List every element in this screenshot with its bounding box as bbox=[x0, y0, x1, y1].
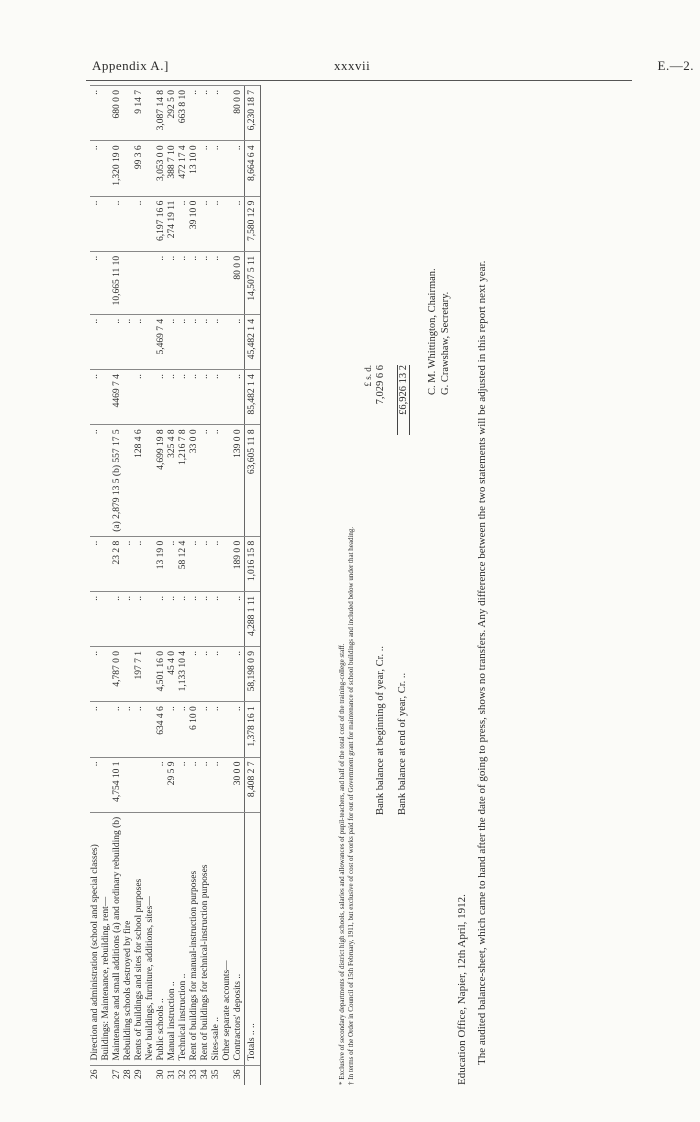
document-code: E.—2. bbox=[657, 58, 694, 73]
table-row bbox=[178, 86, 189, 1086]
row-description: Buildings: Maintenance, rebuilding, rent— bbox=[101, 812, 112, 1065]
amount-cell: .. bbox=[200, 646, 211, 701]
row-description: Contractors' deposits .. bbox=[233, 812, 245, 1065]
amount-cell: 10,665 11 10 bbox=[112, 251, 123, 314]
amount-cell: .. bbox=[211, 196, 222, 251]
amount-cell: .. bbox=[178, 314, 189, 369]
table-row bbox=[134, 86, 145, 1086]
row-number: 36 bbox=[233, 1065, 245, 1085]
amount-cell bbox=[101, 370, 112, 425]
amount-cell: .. bbox=[211, 314, 222, 369]
amount-cell: .. bbox=[167, 370, 178, 425]
amount-cell bbox=[101, 536, 112, 591]
amount-cell: .. bbox=[233, 370, 245, 425]
amount-cell: .. bbox=[211, 370, 222, 425]
amount-cell: 14,507 5 11 bbox=[245, 251, 261, 314]
appendix-label: Appendix A.] bbox=[92, 58, 169, 73]
amount-cell: 58,198 0 9 bbox=[245, 646, 261, 701]
table-row bbox=[167, 86, 178, 1086]
table-row bbox=[200, 86, 211, 1086]
amount-cell: 139 0 0 bbox=[233, 425, 245, 536]
table-row bbox=[112, 86, 123, 1086]
amount-cell: .. bbox=[200, 592, 211, 647]
amount-cell: .. bbox=[200, 370, 211, 425]
amount-cell: 388 7 10 bbox=[167, 141, 178, 196]
row-number: 30 bbox=[156, 1065, 167, 1085]
amount-cell: 80 0 0 bbox=[233, 86, 245, 141]
amount-cell: .. bbox=[178, 370, 189, 425]
amount-cell bbox=[101, 314, 112, 369]
amount-cell: 4,699 19 8 bbox=[156, 425, 167, 536]
row-description: Rent of buildings for technical-instruction purposes bbox=[200, 812, 211, 1065]
amount-cell: .. bbox=[211, 757, 222, 812]
amount-cell: .. bbox=[90, 314, 101, 369]
amount-cell bbox=[101, 646, 112, 701]
amount-cell: .. bbox=[123, 536, 134, 591]
amount-cell: .. bbox=[200, 425, 211, 536]
amount-cell: 58 12 4 bbox=[178, 536, 189, 591]
amount-cell: .. bbox=[156, 251, 167, 314]
amount-cell bbox=[101, 757, 112, 812]
row-description: Sites-sale .. bbox=[211, 812, 222, 1065]
amount-cell: 8,664 6 4 bbox=[245, 141, 261, 196]
amount-cell: 45 4 0 bbox=[167, 646, 178, 701]
amount-cell: .. bbox=[90, 536, 101, 591]
row-number: 26 bbox=[90, 1065, 101, 1085]
currency-heading: £ s. d. bbox=[363, 365, 373, 387]
signature-secretary: G. Crawshaw, Secretary. bbox=[440, 291, 451, 395]
amount-cell bbox=[222, 425, 233, 536]
amount-cell: .. bbox=[90, 141, 101, 196]
amount-cell bbox=[222, 141, 233, 196]
table-row bbox=[222, 86, 233, 1086]
amount-cell: .. bbox=[233, 592, 245, 647]
amount-cell bbox=[222, 646, 233, 701]
amount-cell: 23 2 8 bbox=[112, 536, 123, 591]
amount-cell: .. bbox=[200, 536, 211, 591]
amount-cell: 4469 7 4 bbox=[112, 370, 123, 425]
row-number: 34 bbox=[200, 1065, 211, 1085]
amount-cell bbox=[101, 425, 112, 536]
amount-cell: .. bbox=[134, 536, 145, 591]
amount-cell: .. bbox=[233, 646, 245, 701]
amount-cell: 325 4 8 bbox=[167, 425, 178, 536]
amount-cell: 5,469 7 4 bbox=[156, 314, 167, 369]
amount-cell: .. bbox=[90, 251, 101, 314]
amount-cell: 8,408 2 7 bbox=[245, 757, 261, 812]
amount-cell: .. bbox=[90, 757, 101, 812]
amount-cell: .. bbox=[211, 592, 222, 647]
amount-cell bbox=[145, 646, 156, 701]
amount-cell: .. bbox=[189, 370, 200, 425]
amount-cell: 680 0 0 bbox=[112, 86, 123, 141]
page-number: xxxvii bbox=[334, 58, 371, 73]
amount-cell bbox=[123, 251, 134, 314]
amount-cell: .. bbox=[233, 702, 245, 757]
amount-cell: .. bbox=[189, 314, 200, 369]
amount-cell: .. bbox=[178, 592, 189, 647]
amount-cell: .. bbox=[211, 141, 222, 196]
amount-cell bbox=[123, 141, 134, 196]
amount-cell bbox=[145, 702, 156, 757]
row-description: Totals .. .. bbox=[245, 812, 261, 1065]
amount-cell: .. bbox=[134, 592, 145, 647]
amount-cell: 39 10 0 bbox=[189, 196, 200, 251]
amount-cell: .. bbox=[233, 314, 245, 369]
amount-cell: .. bbox=[90, 702, 101, 757]
amount-cell: .. bbox=[189, 86, 200, 141]
amount-cell: 3,053 0 0 bbox=[156, 141, 167, 196]
row-description: Manual instruction .. bbox=[167, 812, 178, 1065]
amount-cell: .. bbox=[211, 425, 222, 536]
amount-cell: .. bbox=[211, 86, 222, 141]
totals-row bbox=[245, 86, 261, 1086]
bank-balance-end-label: Bank balance at end of year, Cr. .. bbox=[397, 672, 408, 815]
row-number bbox=[245, 1065, 261, 1085]
amount-cell bbox=[222, 251, 233, 314]
amount-cell: .. bbox=[178, 757, 189, 812]
amount-cell: 472 17 4 bbox=[178, 141, 189, 196]
amount-cell: .. bbox=[189, 757, 200, 812]
amount-cell: .. bbox=[189, 646, 200, 701]
amount-cell bbox=[145, 141, 156, 196]
amount-cell: .. bbox=[211, 536, 222, 591]
amount-cell: .. bbox=[112, 196, 123, 251]
amount-cell: 80 0 0 bbox=[233, 251, 245, 314]
row-number: 35 bbox=[211, 1065, 222, 1085]
row-description: Rebuilding schools destroyed by fire bbox=[123, 812, 134, 1065]
amount-cell: .. bbox=[156, 592, 167, 647]
table-row bbox=[233, 86, 245, 1086]
amount-cell bbox=[222, 536, 233, 591]
row-number: 29 bbox=[134, 1065, 145, 1085]
row-description: Direction and administration (school and special classes) bbox=[90, 812, 101, 1065]
footnote-dagger: † In terms of the Order in Council of 15th February, 1911, but exclusive of cost of works paid for out of Government grant for maintenance of school buildings and included below under that heading. bbox=[347, 526, 355, 1085]
amount-cell bbox=[145, 425, 156, 536]
amount-cell: 9 14 7 bbox=[134, 86, 145, 141]
amount-cell: 30 0 0 bbox=[233, 757, 245, 812]
amount-cell: .. bbox=[233, 196, 245, 251]
footnotes bbox=[338, 285, 356, 1085]
amount-cell bbox=[101, 141, 112, 196]
amount-cell: 6 10 0 bbox=[189, 702, 200, 757]
amount-cell: 4,787 0 0 bbox=[112, 646, 123, 701]
amount-cell: 6,197 16 6 bbox=[156, 196, 167, 251]
amount-cell bbox=[145, 86, 156, 141]
row-description: Other separate accounts— bbox=[222, 812, 233, 1065]
amount-cell: 3,087 14 8 bbox=[156, 86, 167, 141]
amount-cell: .. bbox=[123, 702, 134, 757]
amount-cell bbox=[123, 196, 134, 251]
amount-cell: .. bbox=[134, 702, 145, 757]
amount-cell bbox=[145, 536, 156, 591]
amount-cell: .. bbox=[112, 314, 123, 369]
amount-cell: .. bbox=[167, 592, 178, 647]
amount-cell: 274 19 11 bbox=[167, 196, 178, 251]
amount-cell: .. bbox=[189, 536, 200, 591]
amount-cell: .. bbox=[211, 251, 222, 314]
amount-cell: 1,378 16 1 bbox=[245, 702, 261, 757]
amount-cell: 6,230 18 7 bbox=[245, 86, 261, 141]
amount-cell: 292 5 0 bbox=[167, 86, 178, 141]
amount-cell: .. bbox=[211, 702, 222, 757]
row-number: 28 bbox=[123, 1065, 134, 1085]
amount-cell: .. bbox=[200, 86, 211, 141]
row-description: Rent of buildings for manual-instruction purposes bbox=[189, 812, 200, 1065]
amount-cell: .. bbox=[189, 592, 200, 647]
amount-cell: .. bbox=[178, 702, 189, 757]
amount-cell: .. bbox=[90, 370, 101, 425]
amount-cell bbox=[101, 592, 112, 647]
amount-cell: 33 0 0 bbox=[189, 425, 200, 536]
amount-cell bbox=[101, 86, 112, 141]
row-number bbox=[101, 1065, 112, 1085]
rotated-content bbox=[90, 85, 630, 1085]
amount-cell: 13 10 0 bbox=[189, 141, 200, 196]
table-row bbox=[123, 86, 134, 1086]
amount-cell: .. bbox=[90, 425, 101, 536]
row-description: Rents of buildings and sites for school purposes bbox=[134, 812, 145, 1065]
amount-cell: .. bbox=[178, 196, 189, 251]
amount-cell: 99 3 6 bbox=[134, 141, 145, 196]
amount-cell bbox=[101, 702, 112, 757]
amount-cell: 4,501 16 0 bbox=[156, 646, 167, 701]
amount-cell: .. bbox=[211, 646, 222, 701]
amount-cell bbox=[222, 314, 233, 369]
amount-cell: .. bbox=[123, 592, 134, 647]
amount-cell: .. bbox=[123, 314, 134, 369]
amount-cell: .. bbox=[167, 314, 178, 369]
amount-cell: .. bbox=[167, 251, 178, 314]
amount-cell: .. bbox=[200, 702, 211, 757]
amount-cell: .. bbox=[112, 702, 123, 757]
row-description: New buildings, furniture, additions, sites— bbox=[145, 812, 156, 1065]
amount-cell: .. bbox=[90, 592, 101, 647]
amount-cell: .. bbox=[200, 196, 211, 251]
closing-note: The audited balance-sheet, which came to hand after the date of going to press, shows no transfers. Any difference between the two statements will be adjusted in this report next year. bbox=[476, 260, 488, 1065]
amount-cell: 85,482 1 4 bbox=[245, 370, 261, 425]
amount-cell: .. bbox=[134, 196, 145, 251]
amount-cell: 1,216 7 8 bbox=[178, 425, 189, 536]
amount-cell: .. bbox=[90, 86, 101, 141]
amount-cell bbox=[101, 251, 112, 314]
amount-cell bbox=[222, 370, 233, 425]
amount-cell: .. bbox=[90, 196, 101, 251]
amount-cell: 63,605 11 8 bbox=[245, 425, 261, 536]
amount-cell bbox=[145, 314, 156, 369]
row-number: 33 bbox=[189, 1065, 200, 1085]
amount-cell: 4,288 1 11 bbox=[245, 592, 261, 647]
amount-cell: 7,580 12 9 bbox=[245, 196, 261, 251]
row-description: Technical instruction .. bbox=[178, 812, 189, 1065]
amount-cell bbox=[145, 592, 156, 647]
table-row bbox=[145, 86, 156, 1086]
amount-cell bbox=[145, 251, 156, 314]
amount-cell: .. bbox=[90, 646, 101, 701]
row-number bbox=[222, 1065, 233, 1085]
amount-cell: .. bbox=[167, 536, 178, 591]
amount-cell: .. bbox=[156, 757, 167, 812]
amount-cell bbox=[101, 196, 112, 251]
amount-cell: 1,320 19 0 bbox=[112, 141, 123, 196]
amount-cell bbox=[145, 196, 156, 251]
bank-balance-end-amount: £6,926 13 2 bbox=[397, 365, 410, 435]
amount-cell bbox=[222, 86, 233, 141]
bank-balance-beginning-label: Bank balance at beginning of year, Cr. .. bbox=[375, 646, 386, 815]
amount-cell: 189 0 0 bbox=[233, 536, 245, 591]
amount-cell: .. bbox=[200, 314, 211, 369]
amount-cell: 45,482 1 4 bbox=[245, 314, 261, 369]
row-number: 27 bbox=[112, 1065, 123, 1085]
amount-cell bbox=[222, 702, 233, 757]
row-description: Maintenance and small additions (a) and ordinary rebuilding (b) bbox=[112, 812, 123, 1065]
amount-cell: 1,133 10 4 bbox=[178, 646, 189, 701]
amount-cell: 29 5 9 bbox=[167, 757, 178, 812]
amount-cell: .. bbox=[167, 702, 178, 757]
amount-cell: 128 4 6 bbox=[134, 425, 145, 536]
row-description: Public schools .. bbox=[156, 812, 167, 1065]
amount-cell: 13 19 0 bbox=[156, 536, 167, 591]
amount-cell: .. bbox=[200, 141, 211, 196]
amount-cell: .. bbox=[134, 314, 145, 369]
table-row bbox=[101, 86, 112, 1086]
amount-cell bbox=[222, 592, 233, 647]
office-date-line: Education Office, Napier, 12th April, 1912. bbox=[456, 894, 468, 1085]
amount-cell: .. bbox=[200, 251, 211, 314]
bank-balance-beginning-amount: 7,029 6 6 bbox=[375, 365, 386, 405]
amount-cell: .. bbox=[156, 370, 167, 425]
table-row bbox=[90, 86, 101, 1086]
amount-cell: .. bbox=[189, 251, 200, 314]
table-row bbox=[211, 86, 222, 1086]
row-number bbox=[145, 1065, 156, 1085]
footnote-star: * Exclusive of secondary departments of district high schools, salaries and allowances of pupil-teachers, and half of the total cost of the training-college staff. bbox=[338, 643, 346, 1085]
page-header bbox=[92, 58, 694, 76]
amount-cell bbox=[123, 370, 134, 425]
header-rule bbox=[86, 80, 632, 81]
amount-cell: 634 4 6 bbox=[156, 702, 167, 757]
amount-cell bbox=[123, 757, 134, 812]
amount-cell: .. bbox=[233, 141, 245, 196]
amount-cell bbox=[123, 86, 134, 141]
amount-cell: 197 7 1 bbox=[134, 646, 145, 701]
amount-cell: .. bbox=[112, 592, 123, 647]
amount-cell: 1,016 15 8 bbox=[245, 536, 261, 591]
table-row bbox=[189, 86, 200, 1086]
amount-cell bbox=[222, 196, 233, 251]
row-number: 32 bbox=[178, 1065, 189, 1085]
amount-cell bbox=[145, 757, 156, 812]
amount-cell bbox=[145, 370, 156, 425]
amount-cell: 663 8 10 bbox=[178, 86, 189, 141]
signature-chairman: C. M. Whittington, Chairman. bbox=[427, 268, 438, 395]
amount-cell: .. bbox=[134, 370, 145, 425]
row-number: 31 bbox=[167, 1065, 178, 1085]
amount-cell: 4,754 10 1 bbox=[112, 757, 123, 812]
amount-cell bbox=[123, 425, 134, 536]
amount-cell: .. bbox=[200, 757, 211, 812]
amount-cell bbox=[123, 646, 134, 701]
amount-cell bbox=[222, 757, 233, 812]
balance-table bbox=[90, 85, 261, 1085]
amount-cell bbox=[134, 757, 145, 812]
amount-cell bbox=[134, 251, 145, 314]
table-row bbox=[156, 86, 167, 1086]
amount-cell: .. bbox=[178, 251, 189, 314]
amount-cell: (a) 2,879 13 5 (b) 557 17 5 bbox=[112, 425, 123, 536]
